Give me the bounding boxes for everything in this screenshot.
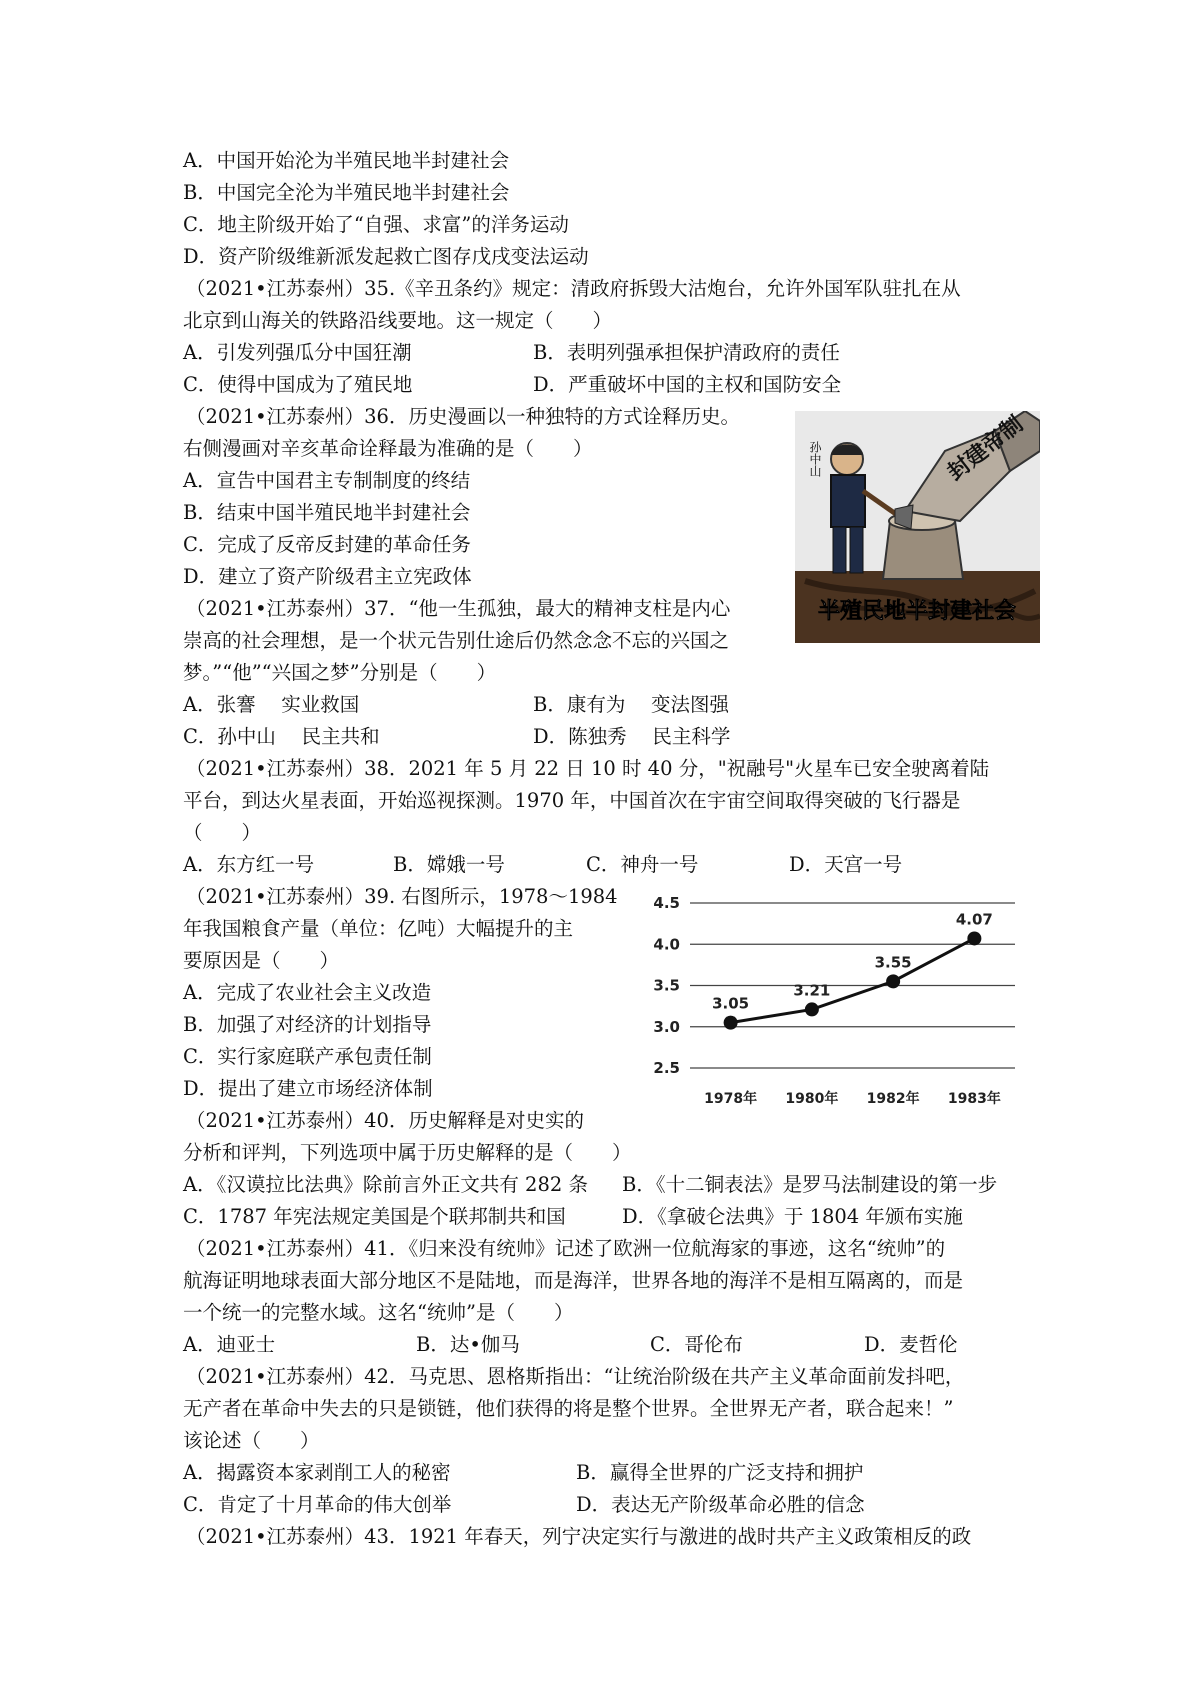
q34-option-d: D．资产阶级维新派发起救亡图存戊戌变法运动 xyxy=(183,245,589,268)
cartoon-trunk-label: 封建帝制 xyxy=(943,411,1029,486)
q35-option-c: C．使得中国成为了殖民地 xyxy=(183,373,413,396)
q38-option-b: B．嫦娥一号 xyxy=(393,853,505,876)
q40-stem-line-1: （2021•江苏泰州）40．历史解释是对史实的 xyxy=(186,1109,584,1132)
chart-data-label: 3.21 xyxy=(793,981,831,1000)
q40-option-d: D．《拿破仑法典》于 1804 年颁布实施 xyxy=(622,1205,963,1228)
chart-data-label: 4.07 xyxy=(955,910,993,929)
q37-option-d: D．陈独秀 民主科学 xyxy=(533,725,731,748)
chart-y-tick-label: 2.5 xyxy=(653,1059,680,1077)
chart-x-tick-label: 1980年 xyxy=(785,1091,839,1107)
q42-option-c: C．肯定了十月革命的伟大创举 xyxy=(183,1493,452,1516)
q36-option-a: A．宣告中国君主专制制度的终结 xyxy=(183,469,471,492)
chart-data-label: 3.55 xyxy=(874,953,912,972)
q39-stem-line-3: 要原因是（ ） xyxy=(183,949,340,972)
q39-stem-line-1: （2021•江苏泰州）39. 右图所示，1978～1984 xyxy=(186,885,618,908)
q41-stem-line-1: （2021•江苏泰州）41．《归来没有统帅》记述了欧洲一位航海家的事迹，这名“统帅”的 xyxy=(186,1237,946,1260)
chart-x-tick-label: 1982年 xyxy=(866,1091,920,1107)
q42-option-b: B．赢得全世界的广泛支持和拥护 xyxy=(576,1461,864,1484)
q42-stem-line-1: （2021•江苏泰州）42．马克思、恩格斯指出：“让统治阶级在共产主义革命面前发抖吧， xyxy=(186,1365,965,1388)
q40-option-a: A．《汉谟拉比法典》除前言外正文共有 282 条 xyxy=(183,1173,588,1196)
q42-option-d: D．表达无产阶级革命必胜的信念 xyxy=(576,1493,865,1516)
q38-option-c: C．神舟一号 xyxy=(586,853,699,876)
q39-stem-line-2: 年我国粮食产量（单位：亿吨）大幅提升的主 xyxy=(183,917,574,940)
q34-option-c: C．地主阶级开始了“自强、求富”的洋务运动 xyxy=(183,213,569,236)
q39-option-b: B．加强了对经济的计划指导 xyxy=(183,1013,432,1036)
q38-option-a: A．东方红一号 xyxy=(183,853,315,876)
q37-stem-line-3: 梦。”“他”“兴国之梦”分别是（ ） xyxy=(183,661,497,684)
chart-data-labels xyxy=(712,910,993,1012)
q41-option-b: B．达•伽马 xyxy=(416,1333,520,1356)
q39-option-d: D．提出了建立市场经济体制 xyxy=(183,1077,433,1100)
q38-option-d: D．天宫一号 xyxy=(789,853,903,876)
chart-points xyxy=(724,931,982,1029)
q38-stem-line-3: （ ） xyxy=(183,821,262,844)
q41-option-d: D．麦哲伦 xyxy=(864,1333,958,1356)
q41-option-c: C．哥伦布 xyxy=(650,1333,743,1356)
q38-stem-line-1: （2021•江苏泰州）38．2021 年 5 月 22 日 10 时 40 分，"祝融号"火星车已安全驶离着陆 xyxy=(186,757,990,780)
chart-series-line xyxy=(731,938,975,1022)
chart-y-ticks xyxy=(653,894,680,1077)
q36-stem-line-2: 右侧漫画对辛亥革命诠释最为准确的是（ ） xyxy=(183,437,593,460)
q37-stem-line-1: （2021•江苏泰州）37．“他一生孤独，最大的精神支柱是内心 xyxy=(186,597,731,620)
q38-stem-line-2: 平台，到达火星表面，开始巡视探测。1970 年，中国首次在宇宙空间取得突破的飞行器是 xyxy=(183,789,961,812)
q42-stem-line-2: 无产者在革命中失去的只是锁链，他们获得的将是整个世界。全世界无产者，联合起来！” xyxy=(183,1397,954,1420)
cartoon-ground-label: 半殖民地半封建社会 xyxy=(817,599,1017,624)
q39-option-c: C．实行家庭联产承包责任制 xyxy=(183,1045,432,1068)
q35-stem-line-2: 北京到山海关的铁路沿线要地。这一规定（ ） xyxy=(183,309,613,332)
chart-y-tick-label: 3.5 xyxy=(653,976,680,995)
chart-x-ticks xyxy=(704,1090,1001,1107)
q34-option-b: B．中国完全沦为半殖民地半封建社会 xyxy=(183,181,510,204)
q34-option-a: A．中国开始沦为半殖民地半封建社会 xyxy=(183,149,510,172)
q35-option-b: B．表明列强承担保护清政府的责任 xyxy=(533,341,840,364)
chart-y-tick-label: 4.5 xyxy=(653,894,680,912)
chart-y-tick-label: 4.0 xyxy=(653,935,680,954)
chart-data-point xyxy=(967,931,981,945)
q42-stem-line-3: 该论述（ ） xyxy=(183,1429,320,1452)
q35-option-d: D．严重破坏中国的主权和国防安全 xyxy=(533,373,842,396)
q36-stem-line-1: （2021•江苏泰州）36．历史漫画以一种独特的方式诠释历史。 xyxy=(186,405,740,428)
q41-stem-line-3: 一个统一的完整水域。这名“统帅”是（ ） xyxy=(183,1301,574,1324)
q40-option-c: C．1787 年宪法规定美国是个联邦制共和国 xyxy=(183,1205,566,1228)
chart-data-point xyxy=(805,1002,819,1016)
q37-option-b: B．康有为 变法图强 xyxy=(533,693,730,716)
q36-option-c: C．完成了反帝反封建的革命任务 xyxy=(183,533,471,556)
q36-option-d: D．建立了资产阶级君主立宪政体 xyxy=(183,565,472,588)
q37-stem-line-2: 崇高的社会理想，是一个状元告别仕途后仍然念念不忘的兴国之 xyxy=(183,629,730,652)
q35-stem-line-1: （2021•江苏泰州）35.《辛丑条约》规定：清政府拆毁大沽炮台，允许外国军队驻扎在从 xyxy=(186,277,961,300)
q40-option-b: B．《十二铜表法》是罗马法制建设的第一步 xyxy=(622,1173,998,1196)
q37-option-c: C．孙中山 民主共和 xyxy=(183,725,380,748)
chart-data-label: 3.05 xyxy=(712,994,750,1013)
chart-x-tick-label: 1983年 xyxy=(947,1091,1001,1107)
q40-stem-line-2: 分析和评判，下列选项中属于历史解释的是（ ） xyxy=(183,1141,632,1164)
q35-option-a: A．引发列强瓜分中国狂潮 xyxy=(183,341,412,364)
q41-stem-line-2: 航海证明地球表面大部分地区不是陆地，而是海洋，世界各地的海洋不是相互隔离的，而是 xyxy=(183,1269,964,1292)
q39-option-a: A．完成了农业社会主义改造 xyxy=(183,981,432,1004)
cartoon-person-label: 孙中山 xyxy=(808,441,822,477)
xinhai-revolution-cartoon xyxy=(795,411,1040,643)
chart-x-tick-label: 1978年 xyxy=(704,1091,758,1107)
chart-data-point xyxy=(886,974,900,988)
q43-stem-line-1: （2021•江苏泰州）43．1921 年春天，列宁决定实行与激进的战时共产主义政策相反的政 xyxy=(186,1525,972,1548)
chart-data-point xyxy=(724,1016,738,1030)
chart-y-tick-label: 3.0 xyxy=(653,1017,680,1036)
q42-option-a: A．揭露资本家剥削工人的秘密 xyxy=(183,1461,451,1484)
grain-output-line-chart xyxy=(625,885,1020,1115)
q36-option-b: B．结束中国半殖民地半封建社会 xyxy=(183,501,471,524)
q41-option-a: A．迪亚士 xyxy=(183,1333,276,1356)
q37-option-a: A．张謇 实业救国 xyxy=(183,693,360,716)
